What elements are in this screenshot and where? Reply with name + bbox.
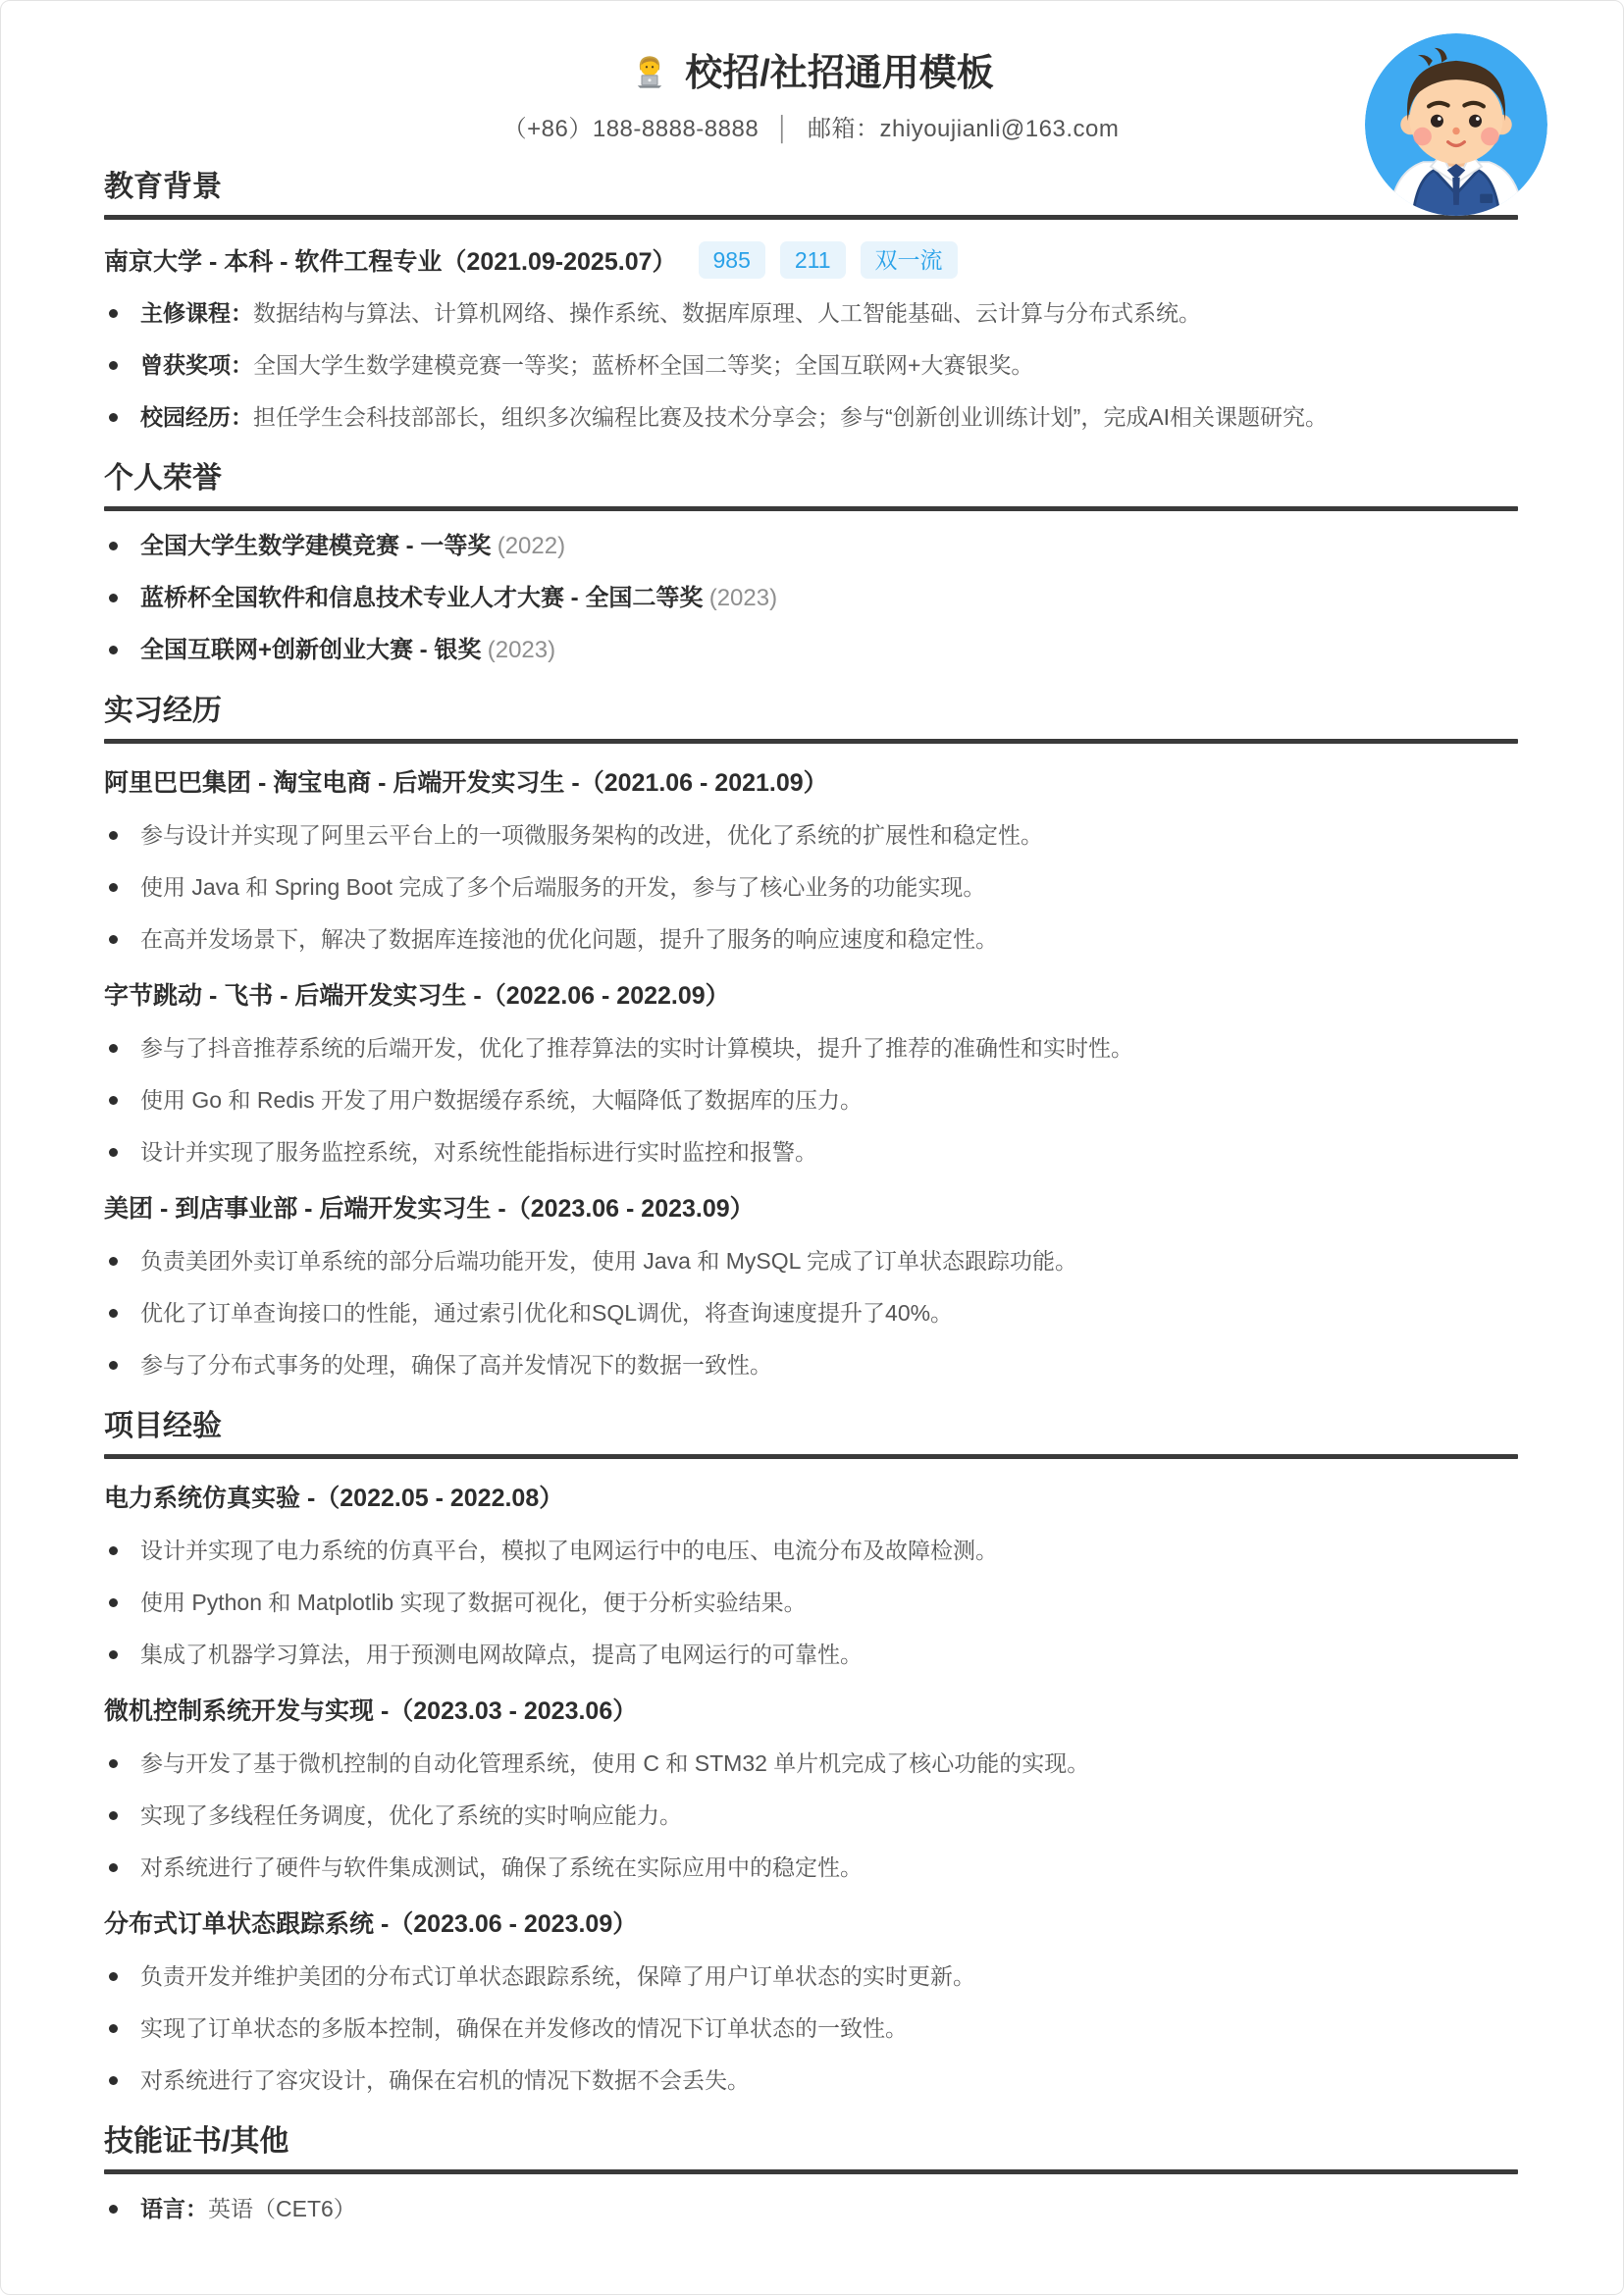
project-entry-order-tracking (104, 1906, 1518, 2098)
section-education (104, 169, 1518, 435)
section-heading-internships: 实习经历 (104, 695, 222, 727)
bullet-text: 全国大学生数学建模竞赛一等奖；蓝桥杯全国二等奖；全国互联网+大赛银奖。 (253, 352, 1034, 378)
section-divider (104, 506, 1518, 511)
contact-line (104, 109, 1518, 143)
entry-header: 字节跳动 - 飞书 - 后端开发实习生 -（2022.06 - 2022.09） (104, 982, 730, 1010)
school-badges (699, 241, 958, 279)
entry-bullets (104, 1031, 1518, 1170)
bullet-item (104, 400, 1518, 435)
bullet-item: 对系统进行了容灾设计，确保在宕机的情况下数据不会丢失。 (104, 2063, 1518, 2098)
section-heading-projects: 项目经验 (104, 1410, 222, 1442)
contact-separator: │ (775, 116, 791, 142)
bullet-text: 担任学生会科技部部长，组织多次编程比赛及技术分享会；参与“创新创业训练计划”，完成AI相关课题研究。 (253, 404, 1329, 430)
honor-year: (2022) (497, 533, 566, 559)
section-divider (104, 1454, 1518, 1459)
entry-bullets (104, 1244, 1518, 1382)
section-heading-skills: 技能证书/其他 (104, 2125, 289, 2158)
badge-985: 985 (699, 241, 765, 279)
section-heading-honors: 个人荣誉 (104, 462, 222, 495)
honor-item (104, 581, 1518, 615)
bullet-item: 实现了多线程任务调度，优化了系统的实时响应能力。 (104, 1799, 1518, 1833)
entry-header: 微机控制系统开发与实现 -（2023.03 - 2023.06） (104, 1697, 638, 1725)
section-divider (104, 739, 1518, 744)
honor-item (104, 529, 1518, 563)
bullet-item: 负责开发并维护美团的分布式订单状态跟踪系统，保障了用户订单状态的实时更新。 (104, 1959, 1518, 1994)
section-skills (104, 2123, 1518, 2226)
honor-title: 全国互联网+创新创业大赛 - 银奖 (140, 637, 482, 663)
honor-title: 全国大学生数学建模竞赛 - 一等奖 (140, 533, 492, 559)
bullet-item: 参与开发了基于微机控制的自动化管理系统，使用 C 和 STM32 单片机完成了核心功能的实现。 (104, 1747, 1518, 1781)
bullet-item: 参与了抖音推荐系统的后端开发，优化了推荐算法的实时计算模块，提升了推荐的准确性和实时性。 (104, 1031, 1518, 1066)
email-address: 邮箱：zhiyoujianli@163.com (808, 116, 1120, 142)
bullet-item: 设计并实现了服务监控系统，对系统性能指标进行实时监控和报警。 (104, 1135, 1518, 1170)
section-honors (104, 460, 1518, 667)
school-name: 南京大学 - 本科 - 软件工程专业（2021.09-2025.07） (104, 248, 677, 276)
entry-bullets (104, 1534, 1518, 1672)
internship-entry-meituan (104, 1191, 1518, 1382)
bullet-item: 负责美团外卖订单系统的部分后端功能开发，使用 Java 和 MySQL 完成了订单状态跟踪功能。 (104, 1244, 1518, 1278)
bullet-item: 使用 Java 和 Spring Boot 完成了多个后端服务的开发，参与了核心业务的功能实现。 (104, 870, 1518, 905)
bullet-label: 曾获奖项： (140, 352, 253, 378)
entry-header: 电力系统仿真实验 -（2022.05 - 2022.08） (104, 1485, 564, 1512)
badge-211: 211 (780, 241, 846, 279)
entry-header: 阿里巴巴集团 - 淘宝电商 - 后端开发实习生 -（2021.06 - 2021.09） (104, 769, 828, 797)
bullet-item: 使用 Go 和 Redis 开发了用户数据缓存系统，大幅降低了数据库的压力。 (104, 1083, 1518, 1118)
bullet-item: 集成了机器学习算法，用于预测电网故障点，提高了电网运行的可靠性。 (104, 1638, 1518, 1672)
avatar (1365, 33, 1547, 216)
entry-header: 分布式订单状态跟踪系统 -（2023.06 - 2023.09） (104, 1910, 638, 1938)
entry-bullets (104, 818, 1518, 957)
section-projects (104, 1408, 1518, 2098)
bullet-item (104, 296, 1518, 331)
bullet-text: 数据结构与算法、计算机网络、操作系统、数据库原理、人工智能基础、云计算与分布式系统。 (253, 300, 1201, 326)
bullet-item: 优化了订单查询接口的性能，通过索引优化和SQL调优，将查询速度提升了40%。 (104, 1296, 1518, 1330)
section-heading-education: 教育背景 (104, 171, 222, 203)
page-title (104, 48, 1518, 99)
technologist-emoji-icon (628, 52, 671, 95)
resume-header (104, 48, 1518, 143)
bullet-text: 英语（CET6） (208, 2196, 356, 2221)
bullet-item: 参与设计并实现了阿里云平台上的一项微服务架构的改进，优化了系统的扩展性和稳定性。 (104, 818, 1518, 853)
bullet-item: 实现了订单状态的多版本控制，确保在并发修改的情况下订单状态的一致性。 (104, 2011, 1518, 2046)
project-entry-power-system (104, 1481, 1518, 1672)
honor-title: 蓝桥杯全国软件和信息技术专业人才大赛 - 全国二等奖 (140, 585, 704, 611)
section-divider (104, 2169, 1518, 2174)
entry-bullets (104, 1747, 1518, 1885)
honor-item (104, 633, 1518, 667)
education-bullets (104, 296, 1518, 435)
entry-bullets (104, 1959, 1518, 2098)
page-title-text: 校招/社招通用模板 (685, 53, 994, 94)
badge-double-first-class: 双一流 (861, 241, 958, 279)
bullet-label: 语言： (140, 2196, 208, 2221)
bullet-item (104, 348, 1518, 383)
honors-list (104, 529, 1518, 667)
honor-year: (2023) (487, 637, 556, 663)
bullet-label: 主修课程： (140, 300, 253, 326)
bullet-item: 设计并实现了电力系统的仿真平台，模拟了电网运行中的电压、电流分布及故障检测。 (104, 1534, 1518, 1568)
entry-header: 美团 - 到店事业部 - 后端开发实习生 -（2023.06 - 2023.09） (104, 1195, 755, 1223)
project-entry-mcu-control (104, 1694, 1518, 1885)
bullet-item: 对系统进行了硬件与软件集成测试，确保了系统在实际应用中的稳定性。 (104, 1851, 1518, 1885)
phone-number: （+86）188-8888-8888 (502, 116, 760, 142)
school-line (104, 241, 1518, 279)
bullet-item: 参与了分布式事务的处理，确保了高并发情况下的数据一致性。 (104, 1348, 1518, 1382)
bullet-item: 使用 Python 和 Matplotlib 实现了数据可视化，便于分析实验结果。 (104, 1586, 1518, 1620)
honor-year: (2023) (708, 585, 778, 611)
section-internships (104, 693, 1518, 1382)
bullet-item: 在高并发场景下，解决了数据库连接池的优化问题，提升了服务的响应速度和稳定性。 (104, 922, 1518, 957)
internship-entry-alibaba (104, 765, 1518, 957)
skills-list (104, 2192, 1518, 2226)
section-divider (104, 215, 1518, 220)
bullet-item (104, 2192, 1518, 2226)
internship-entry-bytedance (104, 978, 1518, 1170)
bullet-label: 校园经历： (140, 404, 253, 430)
